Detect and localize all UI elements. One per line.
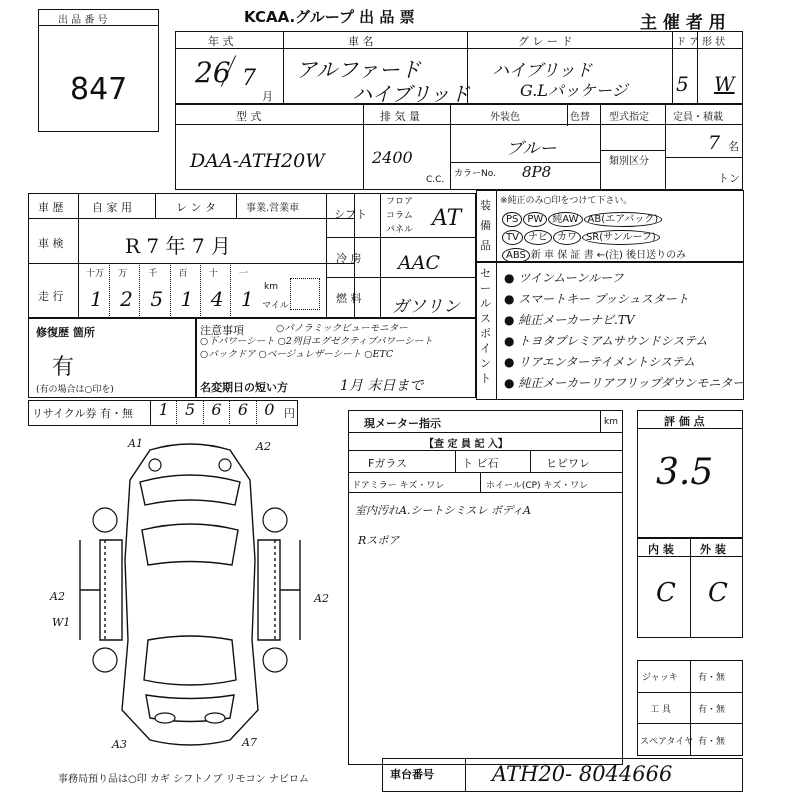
spare-label: スペアタイヤ <box>640 737 694 747</box>
shift-panel: パネル <box>386 225 414 235</box>
recycle-yen: 円 <box>284 407 295 420</box>
fglass-label: Fガラス <box>368 457 407 470</box>
door-label: ド ア <box>676 37 700 48</box>
shift-label: シフト <box>334 208 367 221</box>
meter-km: km <box>604 417 618 427</box>
grade-1: ハイブリッド <box>492 61 593 81</box>
capacity-value: 7 <box>708 132 721 154</box>
capacity-unit: 名 <box>728 140 739 153</box>
doors-value: 5 <box>676 72 689 96</box>
notes-label: 注意事項 <box>200 324 244 337</box>
organizer-label: 主 催 者 用 <box>640 13 726 33</box>
sales-item: ● トヨタプレミアムサウンドシステム <box>504 334 708 348</box>
history-label: 車 歴 <box>38 201 64 214</box>
ac-label: 冷 房 <box>336 252 362 265</box>
car-diagram <box>60 440 320 760</box>
model-value: DAA-ATH20W <box>190 150 325 172</box>
capacity-label: 定員・積載 <box>673 112 723 123</box>
fuel-label: 燃 料 <box>336 292 362 305</box>
chassis-value: ATH20- 8044666 <box>492 762 673 786</box>
inspector-comment-1: 室内汚れA.シートシミスレ ボディA <box>355 504 531 517</box>
shift-column: コラム <box>386 211 413 221</box>
expiry-value: 1月 末日まで <box>340 378 424 394</box>
sales-label: セールスポイント <box>480 267 491 385</box>
chassis-label: 車台番号 <box>390 768 434 781</box>
tool-value: 有・無 <box>698 705 726 715</box>
car-name-1: アルファード <box>296 58 421 82</box>
month-unit: 月 <box>262 90 273 103</box>
car-name-label: 車 名 <box>348 35 374 48</box>
sales-item: ● ツインムーンルーフ <box>504 271 624 285</box>
equipment-row-1: PS PW 純AW AB(エアバック) <box>502 207 663 227</box>
spare-value: 有・無 <box>698 737 726 747</box>
history-private: 自 家 用 <box>92 201 132 214</box>
sales-item: ● 純正メーカーナビ.TV <box>504 313 635 327</box>
tool-label: 工 具 <box>650 705 671 715</box>
history-rental: レ ン タ <box>176 201 216 214</box>
displacement-label: 排 気 量 <box>380 110 420 123</box>
sales-item: ● リアエンターテイメントシステム <box>504 355 696 369</box>
lot-label: 出 品 番 号 <box>58 15 108 26</box>
type-label: 形 状 <box>702 37 726 48</box>
jack-value: 有・無 <box>698 673 726 683</box>
shift-floor: フロア <box>386 197 414 207</box>
color-no-label: カラーNo. <box>454 169 496 179</box>
damage-mark: A3 <box>112 738 127 751</box>
repair-label: 修復歴 箇所 <box>36 326 95 339</box>
history-business: 事業.営業車 <box>246 203 300 214</box>
km-label: km <box>264 282 278 292</box>
color-change-label: 色替 <box>570 112 590 123</box>
jack-label: ジャッキ <box>642 673 678 683</box>
crack-label: ヒビワレ <box>546 457 590 470</box>
mile-label: マイル <box>262 301 289 311</box>
year-label: 年 式 <box>208 35 234 48</box>
recycle-digits: 1 5 6 6 0 <box>150 400 282 426</box>
wheel-label: ホイール(CP) キズ・ワレ <box>486 481 589 491</box>
equipment-label: 装 備 品 <box>480 199 491 252</box>
model-spec-label: 型式指定 <box>609 112 649 123</box>
year-value: 26 <box>195 56 231 89</box>
mirror-label: ドアミラー キズ・ワレ <box>352 481 445 491</box>
repair-note: (有の場合は○印を) <box>36 385 114 395</box>
repair-value: 有 <box>52 355 75 380</box>
ton-unit: トン <box>718 172 740 185</box>
sales-item: ● 純正メーカーリアフリップダウンモニター <box>504 376 745 390</box>
equipment-row-3: ABS 新 車 保 証 書 ←(注) 後日送りのみ <box>502 243 686 263</box>
damage-mark: A7 <box>242 736 257 749</box>
interior-value: C <box>656 578 676 608</box>
inspection-label: 車 検 <box>38 237 64 250</box>
damage-mark: A1 <box>128 437 143 450</box>
meter-label: 現メーター指示 <box>364 417 441 430</box>
inspector-comment-2: Rスポア <box>358 534 400 547</box>
sales-item: ● スマートキー プッシュスタート <box>504 292 689 306</box>
exterior-label: 外 装 <box>700 543 726 556</box>
equipment-note: ※純正のみ○印をつけて下さい。 <box>500 196 633 206</box>
chip-label: ト ビ石 <box>462 457 499 470</box>
interior-label: 内 装 <box>648 543 674 556</box>
damage-mark: A2 <box>50 590 65 603</box>
mileage-label: 走 行 <box>38 290 64 303</box>
rating-value: 3.5 <box>656 452 714 493</box>
damage-mark: W1 <box>52 616 71 629</box>
lot-box <box>38 9 159 132</box>
lot-number: 847 <box>70 72 128 107</box>
grade-2: G.Lパッケージ <box>520 81 628 100</box>
ac-value: AAC <box>398 252 440 274</box>
fuel-value: ガソリン <box>392 297 460 317</box>
inspection-value: R 7 年 7 月 <box>125 234 231 258</box>
mileage-digits: 十万 1 万 2 千 5 百 1 十 4 一 1 <box>80 263 260 318</box>
damage-mark: A2 <box>256 440 271 453</box>
color-no-value: 8P8 <box>522 163 552 181</box>
category-label: 類別区分 <box>609 156 649 167</box>
damage-mark: A2 <box>314 592 329 605</box>
color-label: 外装色 <box>490 112 520 123</box>
notes-lines: ○パノラミックビューモニター ○下パワーシート ○2列目エグゼクティブパワーシート ○バックドア ○ベージュレザーシート ○ETC <box>200 323 433 360</box>
model-label: 型 式 <box>236 110 262 123</box>
inspector-label: 【査 定 員 記 入】 <box>424 439 508 450</box>
rating-label: 評 価 点 <box>664 415 705 428</box>
sales-list <box>504 268 744 394</box>
month-value: 7 <box>242 66 256 91</box>
color-value: ブルー <box>506 139 557 159</box>
expiry-label: 名変期日の短い方 <box>200 381 288 394</box>
recycle-label: リサイクル券 有・無 <box>32 407 133 420</box>
body-type-value: W <box>714 72 735 96</box>
document-title: KCAA.グループ 出 品 票 <box>244 8 415 26</box>
exterior-value: C <box>708 578 728 608</box>
grade-label: グ レ ー ド <box>518 35 573 48</box>
storage-note: 事務局預り品は○印 カギ シフトノブ リモコン ナビロム <box>58 774 309 785</box>
equipment-row-2: TV ナビ カワ SR(サンルーフ) <box>502 225 661 245</box>
shift-value: AT <box>432 206 462 231</box>
displacement-value: 2400 <box>372 148 413 167</box>
car-name-2: ハイブリッド <box>352 82 470 106</box>
cc-label: C.C. <box>426 175 445 185</box>
